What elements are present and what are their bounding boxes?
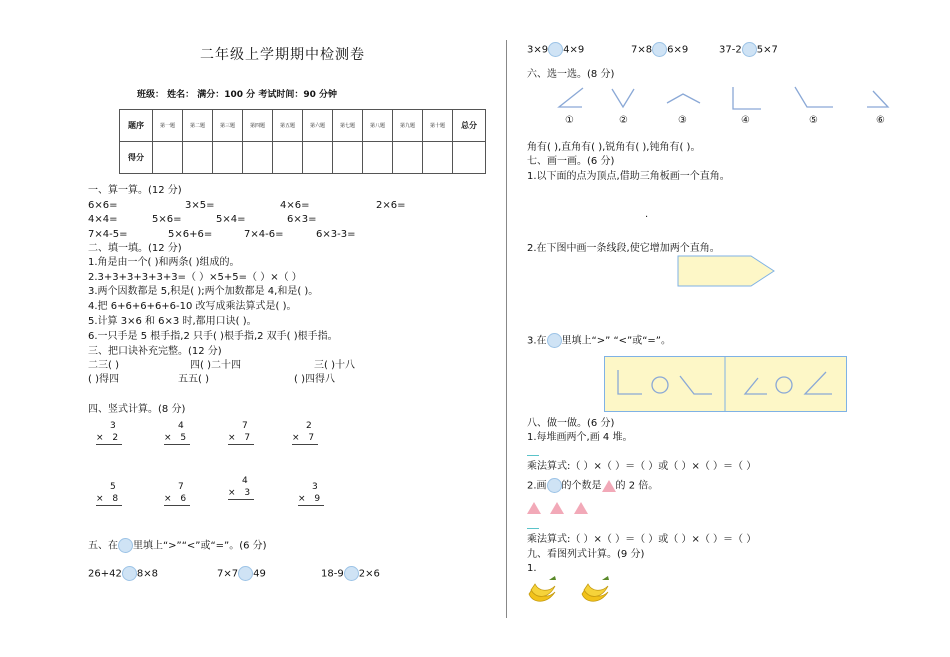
fill-question: 4.把 6+6+6+6+6-10 改写成乘法算式是( )。 xyxy=(88,301,297,312)
compare-right: 2×6 xyxy=(358,568,380,580)
multiplicand: 4 xyxy=(178,421,184,431)
compare-right: 6×9 xyxy=(667,44,689,56)
angle-4 xyxy=(733,87,761,109)
rhyme-item: 五五( ) xyxy=(178,374,209,385)
angle-label: ⑤ xyxy=(809,115,818,126)
problem: 3×5= xyxy=(185,200,215,211)
section-heading: 六、选一选。(8 分) xyxy=(527,69,615,80)
problem: 2×6= xyxy=(376,200,406,211)
fill-question: 2.3+3+3+3+3+3=（ ）×5+5=（ ）×（ ） xyxy=(88,272,302,283)
score-col: 第三题 xyxy=(213,110,243,142)
rhyme-item: 四( )二十四 xyxy=(190,360,241,371)
circle-icon xyxy=(547,333,562,348)
angle-label: ① xyxy=(565,115,574,126)
score-col: 第九题 xyxy=(393,110,423,142)
score-cell[interactable] xyxy=(393,142,423,174)
operator: × xyxy=(96,433,104,443)
banana-icon xyxy=(525,574,559,607)
compare-left: 3×9 xyxy=(527,44,549,56)
problem: 5×6+6= xyxy=(168,229,213,240)
operator: × xyxy=(228,488,236,498)
problem: 7×4-6= xyxy=(244,229,284,240)
multiplier: 2 xyxy=(112,433,119,443)
problem: 5×6= xyxy=(152,214,182,225)
angle-5 xyxy=(795,87,833,107)
score-cell[interactable] xyxy=(363,142,393,174)
section-heading: 四、竖式计算。(8 分) xyxy=(88,404,186,415)
multiplier: 6 xyxy=(180,494,187,504)
multiplier: 9 xyxy=(314,494,321,504)
angle-compare-box xyxy=(604,356,848,413)
score-cell[interactable] xyxy=(423,142,453,174)
vertical-problem xyxy=(228,420,254,445)
formula-line: 乘法算式:（ ）×（ ）＝（ ）或（ ）×（ ）＝（ ） xyxy=(527,461,757,472)
multiplicand: 5 xyxy=(110,482,116,492)
vertex-dot: · xyxy=(645,212,649,223)
multiplicand: 3 xyxy=(312,482,318,492)
score-cell[interactable] xyxy=(153,142,183,174)
score-cell[interactable] xyxy=(333,142,363,174)
question-part: 里填上“>” “<”或“=”。 xyxy=(561,335,671,347)
section-heading: 九、看图列式计算。(9 分) xyxy=(527,549,645,560)
answer-circle[interactable] xyxy=(742,42,757,57)
angle-label: ⑥ xyxy=(876,115,885,126)
vertical-problem xyxy=(164,420,190,445)
score-col: 第二题 xyxy=(183,110,213,142)
banana-icon xyxy=(578,574,612,607)
triangle-icon xyxy=(527,502,541,514)
answer-mark xyxy=(527,455,539,456)
column-divider xyxy=(506,40,507,618)
multiplicand: 7 xyxy=(178,482,184,492)
score-cell[interactable] xyxy=(453,142,486,174)
problem: 6×6= xyxy=(88,200,118,211)
score-cell[interactable] xyxy=(243,142,273,174)
question-part: 2.画 xyxy=(527,480,547,492)
multiplicand: 4 xyxy=(242,476,248,486)
score-col: 第五题 xyxy=(273,110,303,142)
multiplier: 7 xyxy=(244,433,251,443)
circle-icon xyxy=(547,478,562,493)
answer-circle[interactable] xyxy=(548,42,563,57)
vertical-problem xyxy=(96,481,122,506)
vertical-problem xyxy=(96,420,122,445)
circle-icon xyxy=(118,538,133,553)
compare-left: 18-9 xyxy=(321,568,344,580)
compare-item xyxy=(631,42,688,57)
multiplicand: 7 xyxy=(242,421,248,431)
formula-line: 乘法算式:（ ）×（ ）＝（ ）或（ ）×（ ）＝（ ） xyxy=(527,534,757,545)
multiplier: 8 xyxy=(112,494,119,504)
operator: × xyxy=(164,494,172,504)
rhyme-item: ( )得四 xyxy=(88,374,119,385)
multiplier: 7 xyxy=(308,433,315,443)
compare-left: 26+42 xyxy=(88,568,122,580)
problem: 4×4= xyxy=(88,214,118,225)
pentagon-shape[interactable] xyxy=(677,255,777,288)
angle-label: ③ xyxy=(678,115,687,126)
score-col: 第七题 xyxy=(333,110,363,142)
score-col: 第一题 xyxy=(153,110,183,142)
section-heading: 七、画一画。(6 分) xyxy=(527,156,615,167)
question-part: 的 2 倍。 xyxy=(615,480,659,492)
heading-part: 里填上“>”“<”或“=”。(6 分) xyxy=(133,540,267,552)
page-title: 二年级上学期期中检测卷 xyxy=(200,47,365,63)
compare-left: 37-2 xyxy=(719,44,742,56)
compare-right: 49 xyxy=(253,568,266,580)
angle-answer-line: 角有( ),直角有( ),锐角有( ),钝角有( )。 xyxy=(527,142,701,153)
score-cell[interactable] xyxy=(183,142,213,174)
operator: × xyxy=(292,433,300,443)
draw-question: 2.在下图中画一条线段,使它增加两个直角。 xyxy=(527,243,720,254)
score-row-label: 得分 xyxy=(120,142,153,174)
rhyme-item: ( )四得八 xyxy=(294,374,335,385)
problem: 4×6= xyxy=(280,200,310,211)
answer-circle[interactable] xyxy=(344,566,359,581)
angle-3 xyxy=(667,94,700,103)
vertical-problem xyxy=(164,481,190,506)
triangle-icon xyxy=(550,502,564,514)
multiplier: 3 xyxy=(244,488,251,498)
score-cell[interactable] xyxy=(303,142,333,174)
compare-right: 8×8 xyxy=(136,568,158,580)
score-table xyxy=(119,109,486,174)
angle-2 xyxy=(612,89,634,107)
multiplier: 5 xyxy=(180,433,187,443)
problem: 6×3= xyxy=(287,214,317,225)
multiplicand: 3 xyxy=(110,421,116,431)
compare-item xyxy=(719,42,778,57)
score-col: 第八题 xyxy=(363,110,393,142)
vertical-problem xyxy=(228,475,254,500)
operator: × xyxy=(96,494,104,504)
compare-item xyxy=(217,566,266,581)
answer-circle[interactable] xyxy=(238,566,253,581)
triangle-icon xyxy=(574,502,588,514)
fill-question: 3.两个因数都是 5,积是( );两个加数都是 4,和是( )。 xyxy=(88,286,319,297)
compare-left: 7×7 xyxy=(217,568,239,580)
triangle-icon xyxy=(602,480,616,492)
rhyme-item: 三( )十八 xyxy=(314,360,355,371)
draw-question xyxy=(527,333,671,348)
compare-item xyxy=(88,566,158,581)
angle-label: ② xyxy=(619,115,628,126)
angle-label: ④ xyxy=(741,115,750,126)
score-col: 第十题 xyxy=(423,110,453,142)
compare-right: 5×7 xyxy=(756,44,778,56)
score-cell[interactable] xyxy=(273,142,303,174)
compare-right: 4×9 xyxy=(563,44,585,56)
question-part: 3.在 xyxy=(527,335,547,347)
vertical-problem xyxy=(292,420,318,445)
fill-question: 1.角是由一个( )和两条( )组成的。 xyxy=(88,257,240,268)
question-number: 1. xyxy=(527,563,537,574)
operator: × xyxy=(298,494,306,504)
answer-circle[interactable] xyxy=(122,566,137,581)
section-heading xyxy=(88,538,267,553)
multiplicand: 2 xyxy=(306,421,312,431)
angle-figures xyxy=(555,85,900,115)
section-heading: 二、填一填。(12 分) xyxy=(88,243,182,254)
score-row-label: 题序 xyxy=(120,110,153,142)
fill-question: 6.一只手是 5 根手指,2 只手( )根手指,2 双手( )根手指。 xyxy=(88,331,338,342)
heading-part: 五、在 xyxy=(88,540,118,552)
problem: 6×3-3= xyxy=(316,229,356,240)
section-heading: 一、算一算。(12 分) xyxy=(88,185,182,196)
score-col: 第六题 xyxy=(303,110,333,142)
angle-1 xyxy=(559,88,583,107)
section-heading: 八、做一做。(6 分) xyxy=(527,418,615,429)
rhyme-item: 二三( ) xyxy=(88,360,119,371)
operator: × xyxy=(164,433,172,443)
fill-question: 5.计算 3×6 和 6×3 时,都用口诀( )。 xyxy=(88,316,257,327)
section-heading: 三、把口诀补充完整。(12 分) xyxy=(88,346,222,357)
vertical-problem xyxy=(298,481,324,506)
answer-mark xyxy=(527,528,539,529)
operator: × xyxy=(228,433,236,443)
draw-question: 1.以下面的点为顶点,借助三角板画一个直角。 xyxy=(527,171,730,182)
question-part: 的个数是 xyxy=(561,480,602,492)
problem: 7×4-5= xyxy=(88,229,128,240)
do-question xyxy=(527,478,658,493)
info-line: 班级： 姓名： 满分：100 分 考试时间：90 分钟 xyxy=(137,90,337,100)
compare-item xyxy=(527,42,584,57)
compare-item xyxy=(321,566,380,581)
problem: 5×4= xyxy=(216,214,246,225)
compare-left: 7×8 xyxy=(631,44,653,56)
score-total-label: 总分 xyxy=(453,110,486,142)
score-cell[interactable] xyxy=(213,142,243,174)
answer-circle[interactable] xyxy=(652,42,667,57)
angle-6 xyxy=(867,91,888,107)
do-question: 1.每堆画两个,画 4 堆。 xyxy=(527,432,633,443)
score-col: 第四题 xyxy=(243,110,273,142)
